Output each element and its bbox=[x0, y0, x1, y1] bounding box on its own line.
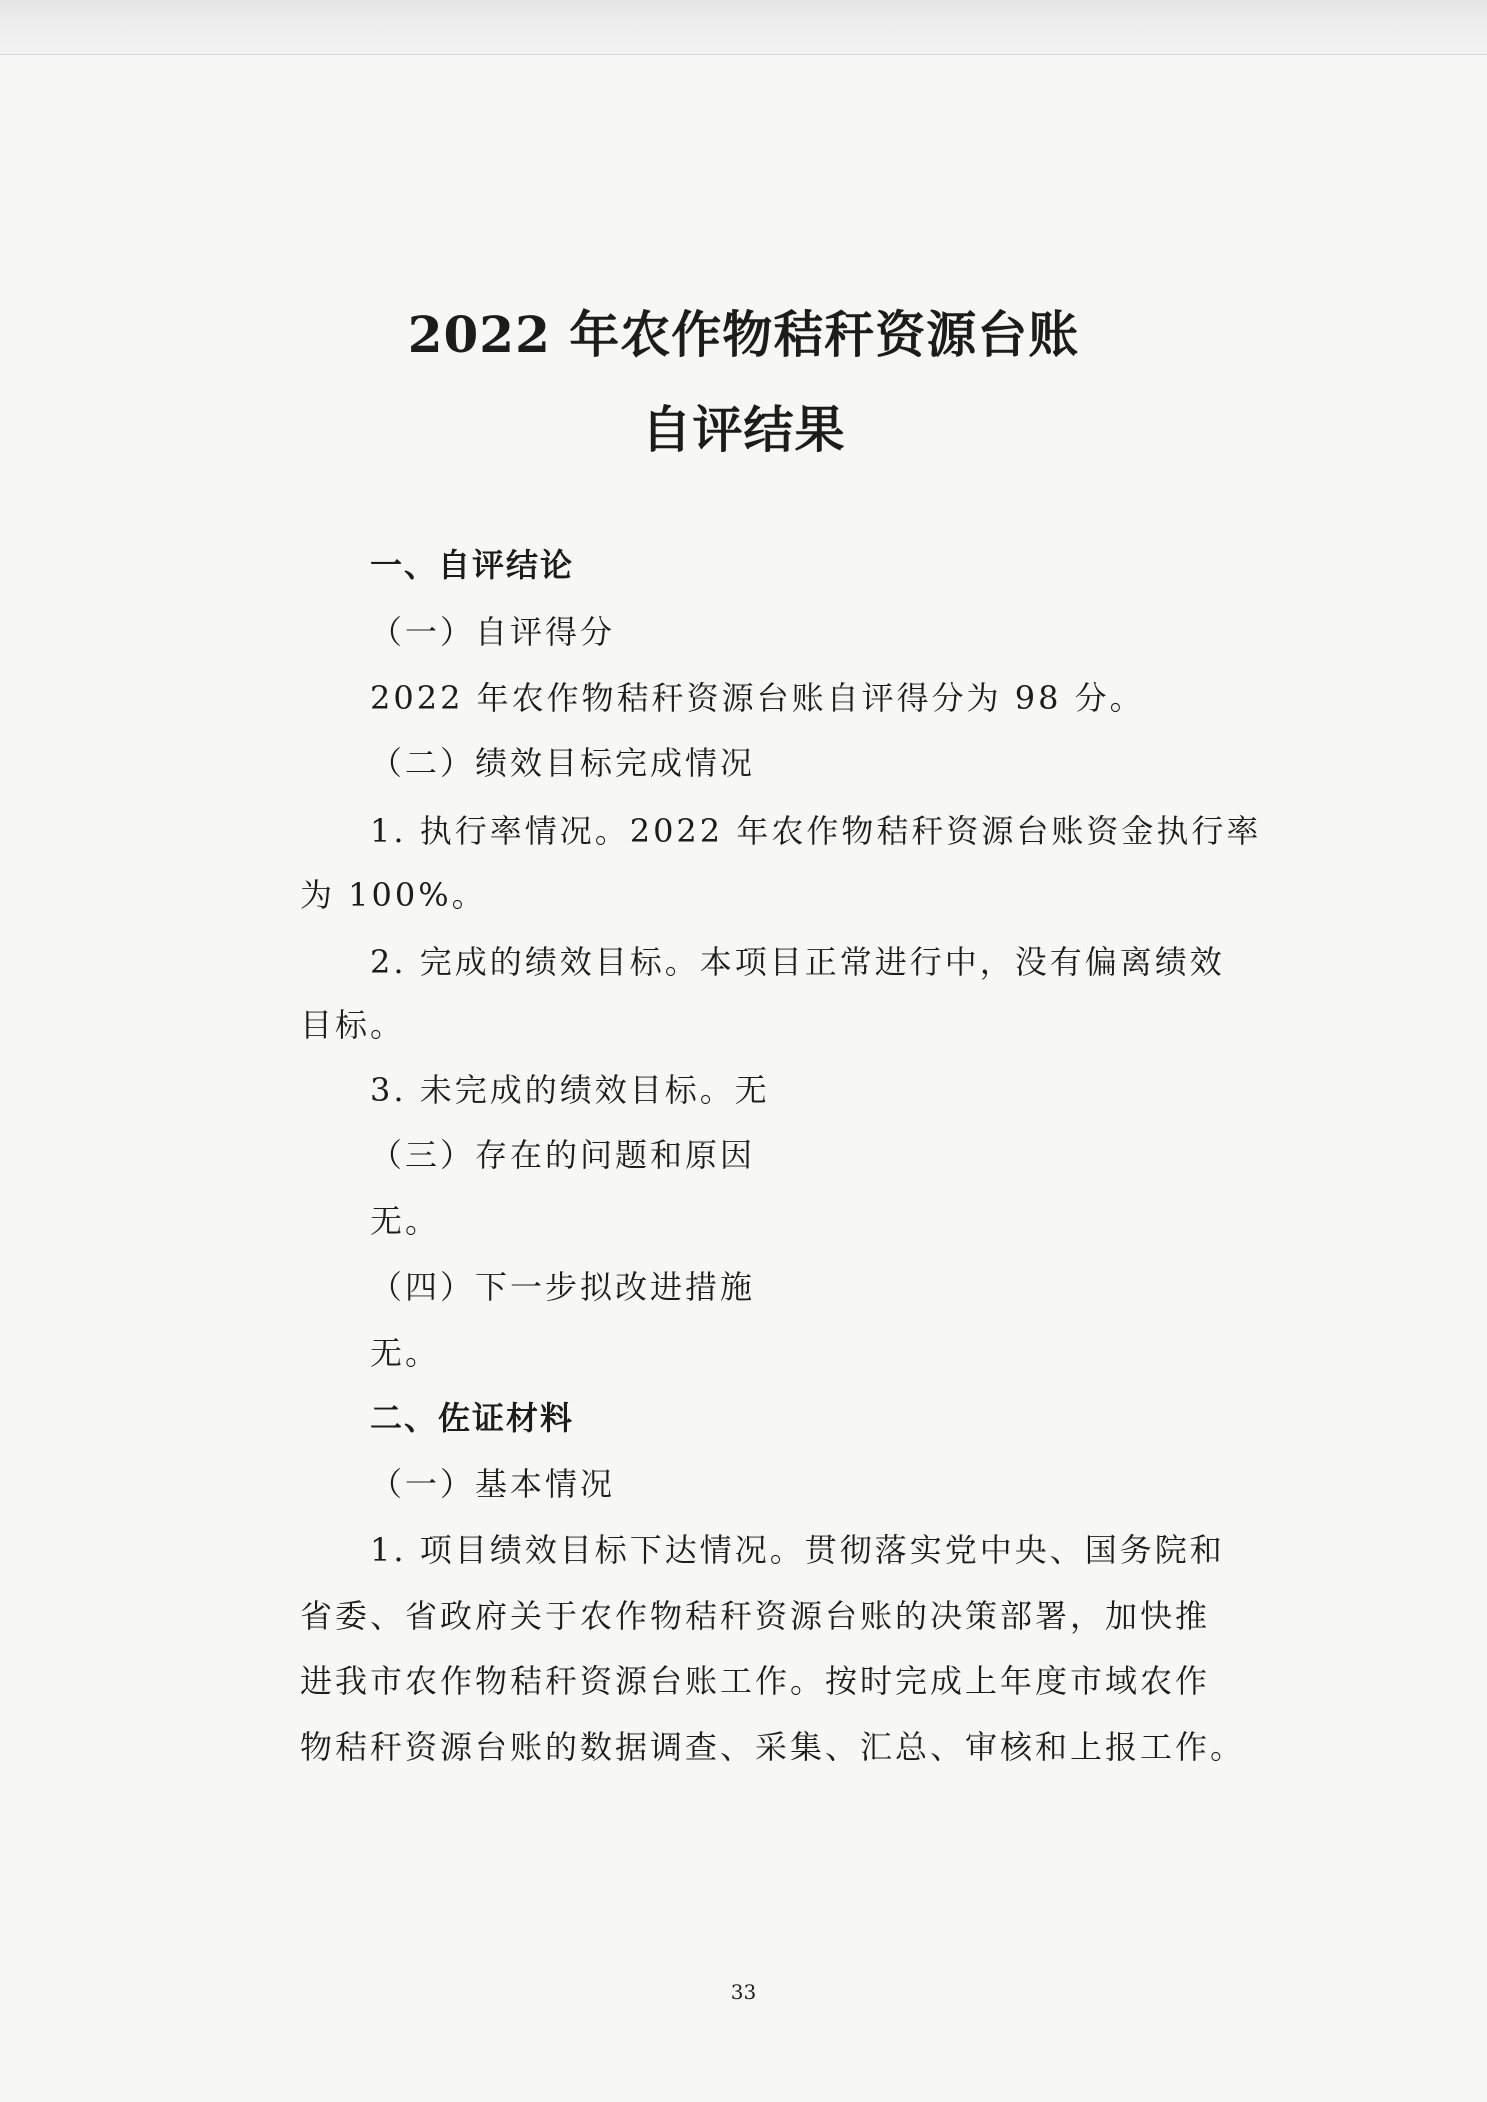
doc-title-line1: 2022 年农作物秸秆资源台账 bbox=[407, 305, 1080, 364]
section1-heading: 一、自评结论 bbox=[370, 546, 575, 584]
p1-line2: 省委、省政府关于农作物秸秆资源台账的决策部署，加快推 bbox=[300, 1597, 1211, 1635]
section1-sub3-body: 无。 bbox=[370, 1202, 441, 1240]
section1-sub4-body: 无。 bbox=[370, 1334, 441, 1372]
section1-sub4: （四）下一步拟改进措施 bbox=[370, 1268, 756, 1306]
section1-sub3: （三）存在的问题和原因 bbox=[370, 1136, 756, 1174]
section1-sub1: （一）自评得分 bbox=[370, 613, 616, 651]
section1-sub2: （二）绩效目标完成情况 bbox=[370, 744, 756, 782]
score-text: 2022 年农作物秸秆资源台账自评得分为 98 分。 bbox=[370, 679, 1145, 717]
p1-line1: 1. 项目绩效目标下达情况。贯彻落实党中央、国务院和 bbox=[370, 1531, 1225, 1569]
item3: 3. 未完成的绩效目标。无 bbox=[370, 1071, 770, 1109]
page-number: 33 bbox=[730, 1980, 757, 2004]
section2-heading: 二、佐证材料 bbox=[370, 1399, 575, 1437]
section2-sub1: （一）基本情况 bbox=[370, 1465, 616, 1503]
p1-line4: 物秸秆资源台账的数据调查、采集、汇总、审核和上报工作。 bbox=[300, 1728, 1246, 1766]
item2-line1: 2. 完成的绩效目标。本项目正常进行中，没有偏离绩效 bbox=[370, 943, 1225, 981]
item1-line1: 1. 执行率情况。2022 年农作物秸秆资源台账资金执行率 bbox=[370, 812, 1262, 850]
doc-title-line2: 自评结果 bbox=[641, 400, 846, 459]
p1-line3: 进我市农作物秸秆资源台账工作。按时完成上年度市域农作 bbox=[300, 1662, 1211, 1700]
item1-line2: 为 100%。 bbox=[300, 876, 487, 914]
item2-line2: 目标。 bbox=[300, 1006, 406, 1044]
